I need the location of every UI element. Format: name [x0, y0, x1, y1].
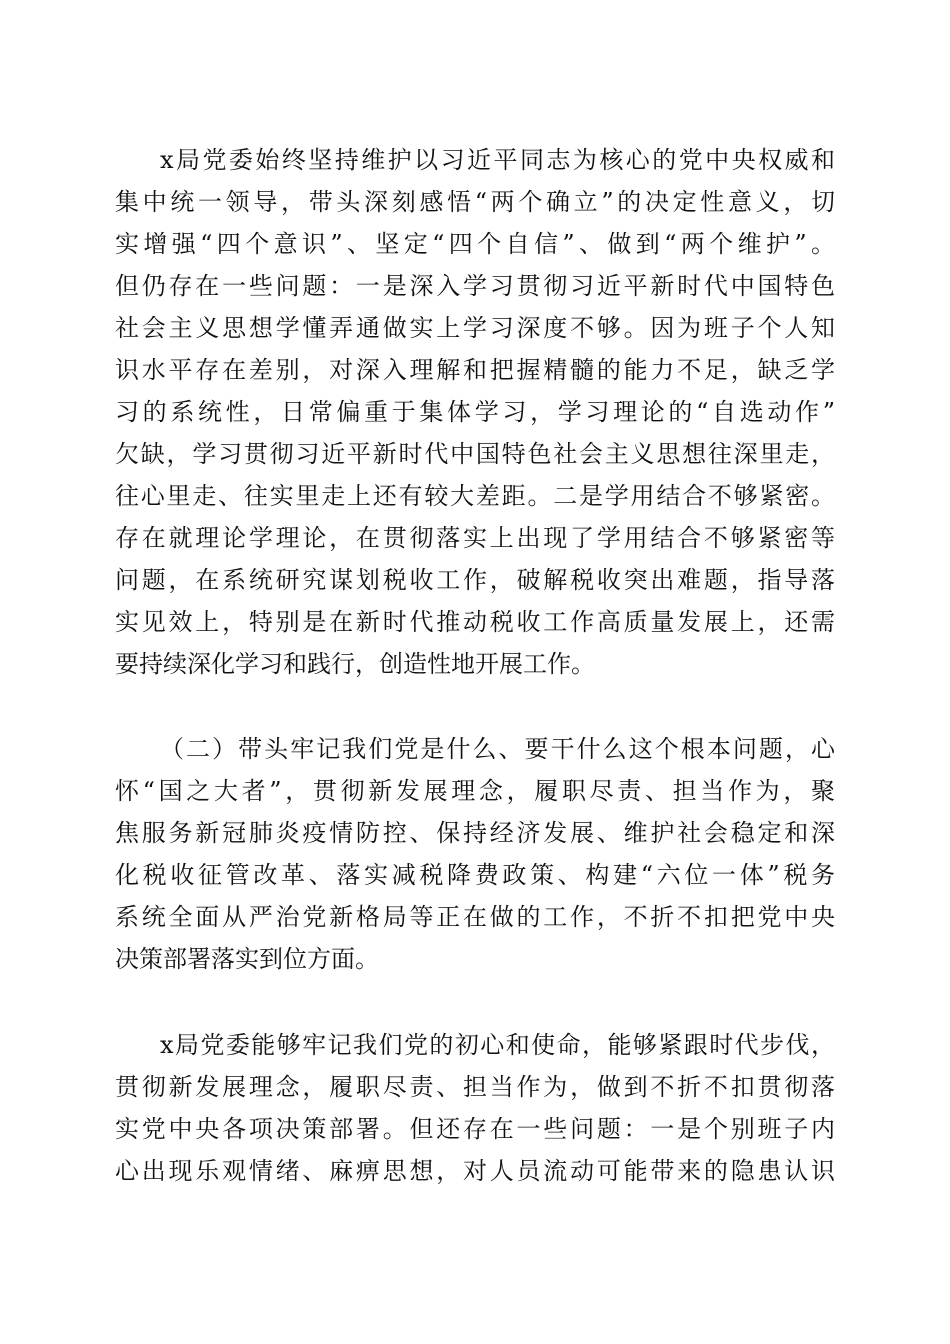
paragraph-mission: [115, 1024, 835, 1192]
section-heading-two: [115, 728, 835, 980]
text-line: 习的系统性，日常偏重于集体学习，学习理论的“自选动作”: [115, 398, 835, 426]
text-line: 欠缺，学习贯彻习近平新时代中国特色社会主义思想往深里走，: [115, 440, 835, 468]
text-line: x局党委能够牢记我们党的初心和使命，能够紧跟时代步伐，: [160, 1031, 835, 1059]
text-line: 问题，在系统研究谋划税收工作，破解税收突出难题，指导落: [115, 566, 835, 594]
text-line: 往心里走、往实里走上还有较大差距。二是学用结合不够紧密。: [115, 482, 835, 510]
text-line: 但仍存在一些问题：一是深入学习贯彻习近平新时代中国特色: [115, 272, 835, 300]
text-line: 要持续深化学习和践行，创造性地开展工作。: [115, 650, 595, 678]
paragraph-party-leadership: [115, 139, 835, 685]
text-line: 决策部署落实到位方面。: [115, 945, 379, 973]
text-line: 贯彻新发展理念，履职尽责、担当作为，做到不折不扣贯彻落: [115, 1073, 835, 1101]
text-line: 系统全面从严治党新格局等正在做的工作，不折不扣把党中央: [115, 903, 835, 931]
text-line: 怀“国之大者”，贯彻新发展理念，履职尽责、担当作为，聚: [115, 777, 835, 805]
text-line: x局党委始终坚持维护以习近平同志为核心的党中央权威和: [160, 146, 835, 174]
text-line: 焦服务新冠肺炎疫情防控、保持经济发展、维护社会稳定和深: [115, 819, 835, 847]
text-line: 实增强“四个意识”、坚定“四个自信”、做到“两个维护”。: [115, 230, 835, 258]
text-line: 心出现乐观情绪、麻痹思想，对人员流动可能带来的隐患认识: [115, 1157, 835, 1185]
text-line: 存在就理论学理论，在贯彻落实上出现了学用结合不够紧密等: [115, 524, 835, 552]
text-line: 化税收征管改革、落实减税降费政策、构建“六位一体”税务: [115, 861, 835, 889]
text-line: 社会主义思想学懂弄通做实上学习深度不够。因为班子个人知: [115, 314, 835, 342]
text-line: 识水平存在差别，对深入理解和把握精髓的能力不足，缺乏学: [115, 356, 835, 384]
text-line: （二）带头牢记我们党是什么、要干什么这个根本问题，心: [160, 735, 835, 763]
text-line: 实见效上，特别是在新时代推动税收工作高质量发展上，还需: [115, 608, 835, 636]
text-line: 集中统一领导，带头深刻感悟“两个确立”的决定性意义，切: [115, 188, 835, 216]
text-line: 实党中央各项决策部署。但还存在一些问题：一是个别班子内: [115, 1115, 835, 1143]
